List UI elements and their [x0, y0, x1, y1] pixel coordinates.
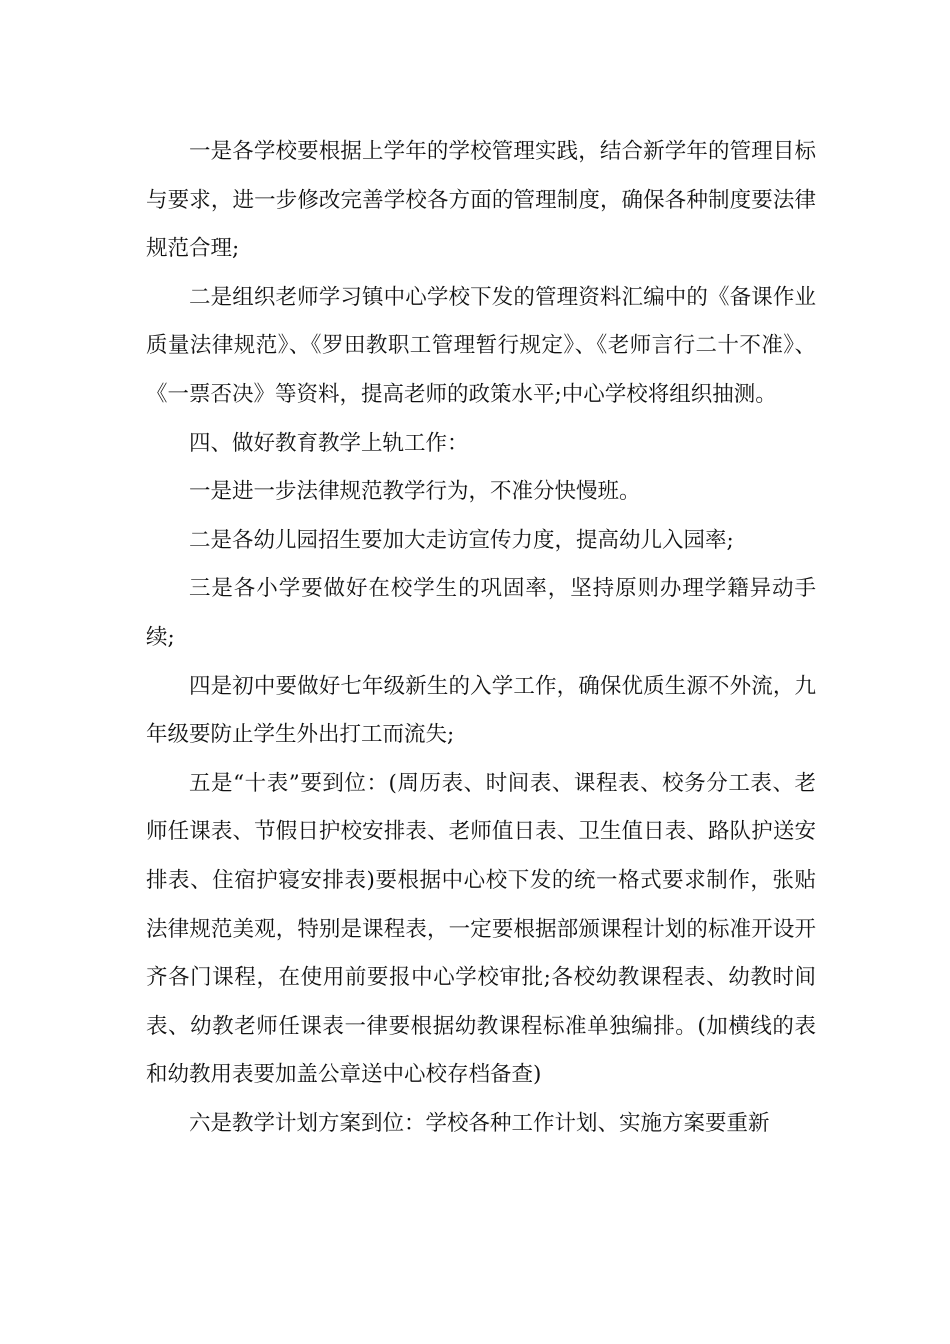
- document-body: [146, 128, 816, 1148]
- paragraph-3: 一是进一步法律规范教学行为，不准分快慢班。: [189, 479, 641, 505]
- paragraph-7: 五是“十表”要到位：(周历表、时间表、课程表、校务分工表、老师任课表、节假日护校安排表、老师值日表、卫生值日表、路队护送安排表、住宿护寝安排表)要根据中心校下发的统一格式要求制作，张贴法律规范美观，特别是课程表，一定要根据部颁课程计划的标准开设开齐各门课程，在使用前要报中心学校审批;各校幼教课程表、幼教时间表、幼教老师任课表一律要根据幼教课程标准单独编排。(加横线的表和幼教用表要加盖公章送中心校存档备查): [146, 770, 816, 1088]
- paragraph-8: 六是教学计划方案到位：学校各种工作计划、实施方案要重新: [189, 1110, 770, 1136]
- paragraph-6: 四是初中要做好七年级新生的入学工作，确保优质生源不外流，九年级要防止学生外出打工而流失;: [146, 673, 816, 748]
- paragraph-5: 三是各小学要做好在校学生的巩固率，坚持原则办理学籍异动手续;: [146, 576, 816, 650]
- paragraph-4: 二是各幼儿园招生要加大走访宣传力度，提高幼儿入园率;: [189, 527, 734, 553]
- paragraph-2: 二是组织老师学习镇中心学校下发的管理资料汇编中的《备课作业质量法律规范》、《罗田教职工管理暂行规定》、《老师言行二十不准》、《一票否决》等资料，提高老师的政策水平;中心学校将组织抽测。: [146, 284, 816, 407]
- section-heading-4: 四、做好教育教学上轨工作：: [189, 430, 469, 456]
- paragraph-1: 一是各学校要根据上学年的学校管理实践，结合新学年的管理目标与要求，进一步修改完善学校各方面的管理制度，确保各种制度要法律规范合理;: [146, 139, 816, 262]
